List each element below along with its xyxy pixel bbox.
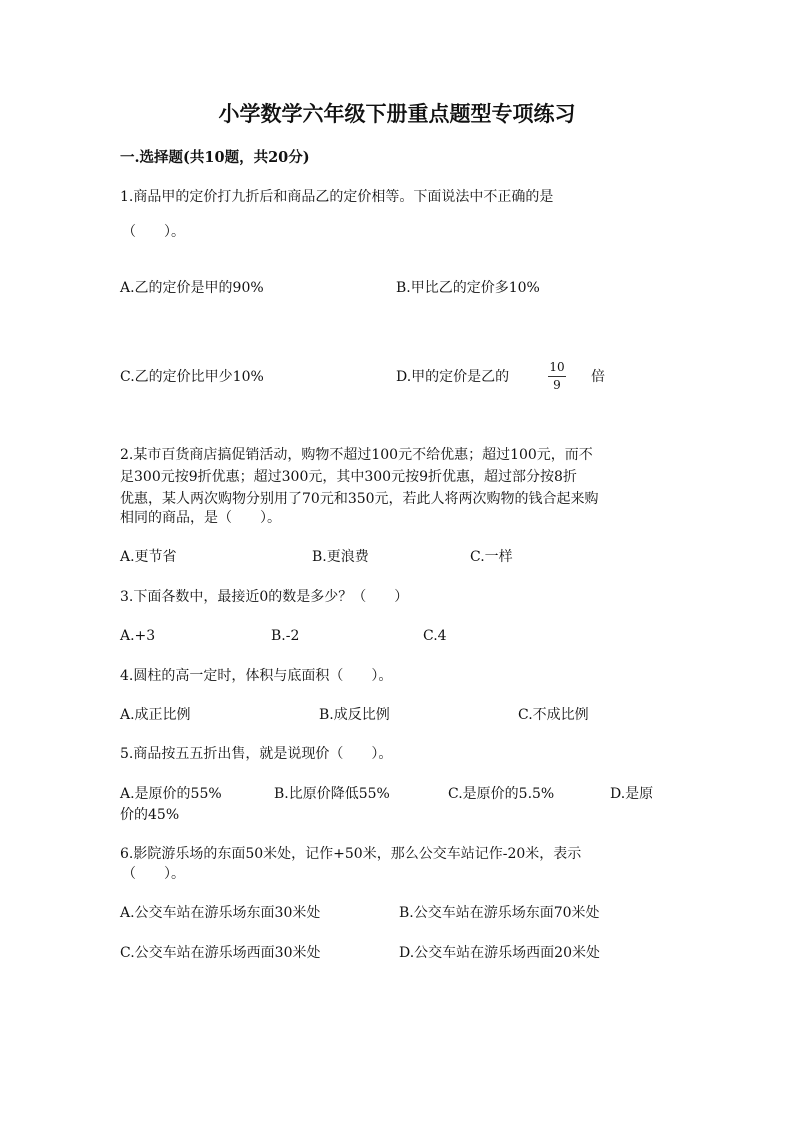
question-6-stem-line-1: 6.影院游乐场的东面50米处，记作+50米，那么公交车站记作-20米，表示: [120, 846, 582, 862]
question-5-stem: 5.商品按五五折出售，就是说现价（ ）。: [120, 746, 393, 762]
section-heading: 一.选择题(共10题，共20分): [120, 149, 310, 166]
question-3-stem: 3.下面各数中，最接近0的数是多少？（ ）: [120, 589, 409, 605]
question-2-stem-line-3: 优惠，某人两次购物分别用了70元和350元，若此人将两次购物的钱合起来购: [120, 491, 599, 507]
question-4-stem: 4.圆柱的高一定时，体积与底面积（ ）。: [120, 668, 393, 684]
question-6-stem-line-2: （ ）。: [122, 866, 185, 882]
question-5-option-c: C.是原价的5.5%: [448, 786, 555, 802]
question-2-option-b: B.更浪费: [312, 549, 369, 565]
question-6-option-b: B.公交车站在游乐场东面70米处: [399, 905, 600, 921]
question-2-option-c: C.一样: [470, 549, 513, 565]
question-4-option-b: B.成反比例: [319, 707, 390, 723]
question-1-option-b: B.甲比乙的定价多10%: [396, 280, 540, 296]
question-1-stem-line-1: 1.商品甲的定价打九折后和商品乙的定价相等。下面说法中不正确的是: [120, 189, 554, 205]
question-2-stem-line-4: 相同的商品，是（ ）。: [120, 510, 281, 526]
question-1-option-d: D.甲的定价是乙的: [396, 369, 510, 385]
page-title: 小学数学六年级下册重点题型专项练习: [218, 101, 576, 126]
question-2-stem-line-2: 足300元按9折优惠；超过300元，其中300元按9折优惠，超过部分按8折: [120, 469, 577, 485]
question-5-option-d: D.是原: [610, 786, 654, 802]
question-3-option-b: B.-2: [271, 628, 300, 644]
question-6-option-c: C.公交车站在游乐场西面30米处: [120, 945, 321, 961]
question-5-option-b: B.比原价降低55%: [274, 786, 390, 802]
fraction-numerator: 10: [549, 360, 565, 374]
question-5-option-a: A.是原价的55%: [120, 786, 222, 802]
question-3-option-a: A.+3: [120, 628, 156, 644]
question-3-option-c: C.4: [423, 628, 447, 644]
question-2-option-a: A.更节省: [120, 549, 177, 565]
question-2-stem-line-1: 2.某市百货商店搞促销活动，购物不超过100元不给优惠；超过100元，而不: [120, 447, 593, 463]
question-5-option-d-continued: 价的45%: [120, 807, 180, 823]
fraction-bar: [548, 376, 566, 377]
question-1-option-d-suffix: 倍: [591, 369, 605, 385]
question-4-option-c: C.不成比例: [518, 707, 589, 723]
fraction-denominator: 9: [553, 378, 561, 392]
question-6-option-a: A.公交车站在游乐场东面30米处: [120, 905, 321, 921]
question-1-option-c: C.乙的定价比甲少10%: [120, 369, 264, 385]
question-6-option-d: D.公交车站在游乐场西面20米处: [399, 945, 600, 961]
question-4-option-a: A.成正比例: [120, 707, 191, 723]
question-1-option-d-fraction: [546, 360, 568, 393]
question-1-option-a: A.乙的定价是甲的90%: [120, 280, 264, 296]
question-1-stem-line-2: （ ）。: [122, 224, 185, 240]
